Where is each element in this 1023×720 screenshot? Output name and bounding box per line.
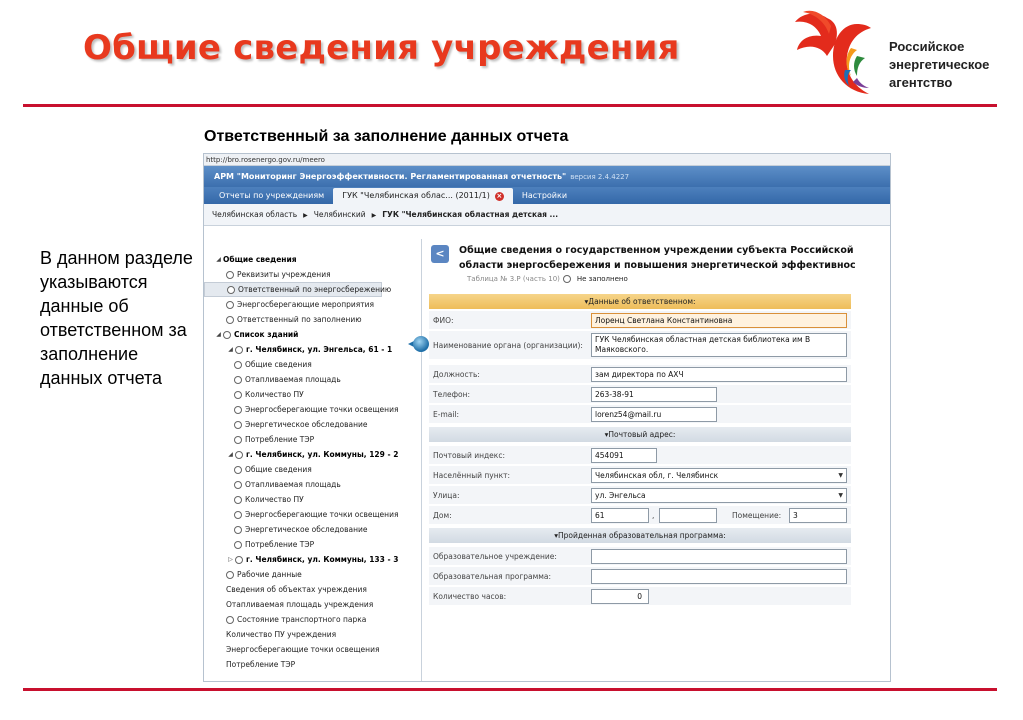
status-radio-icon bbox=[234, 526, 242, 534]
tree-item-label: Общие сведения bbox=[245, 465, 312, 474]
status-radio-icon bbox=[234, 391, 242, 399]
status-text: Не заполнено bbox=[576, 275, 628, 283]
navigation-tree bbox=[204, 239, 422, 681]
tree-item-label: г. Челябинск, ул. Энгельса, 61 - 1 bbox=[246, 345, 393, 354]
expand-arrow-icon[interactable]: ▷ bbox=[228, 556, 233, 563]
hours-field[interactable]: 0 bbox=[591, 589, 649, 604]
tree-item-label: Состояние транспортного парка bbox=[237, 615, 367, 624]
tree-item-label: Энергетическое обследование bbox=[245, 525, 368, 534]
breadcrumb-region[interactable]: Челябинская область bbox=[212, 210, 298, 219]
status-radio-icon bbox=[234, 466, 242, 474]
title-divider bbox=[23, 104, 997, 107]
table-note bbox=[467, 275, 628, 283]
tree-item[interactable] bbox=[204, 642, 421, 657]
label-hours: Количество часов: bbox=[433, 592, 507, 601]
tab-institution[interactable] bbox=[333, 188, 513, 204]
tree-item-label: Сведения об объектах учреждения bbox=[226, 585, 367, 594]
form-title-line2: области энергосбережения и повышения энергетической эффективнос bbox=[459, 260, 856, 271]
city-select-value: Челябинская обл, г. Челябинск bbox=[595, 471, 719, 480]
tree-item-label: Энергетическое обследование bbox=[245, 420, 368, 429]
house-field[interactable]: 61 bbox=[591, 508, 649, 523]
tree-item-label: Отапливаемая площадь bbox=[245, 375, 341, 384]
edu-prog-field[interactable] bbox=[591, 569, 847, 584]
tree-item-label: Энергосберегающие мероприятия bbox=[237, 300, 374, 309]
tree-item-label: Отапливаемая площадь bbox=[245, 480, 341, 489]
label-street: Улица: bbox=[433, 491, 460, 500]
row-position bbox=[429, 365, 851, 384]
form-panel bbox=[427, 239, 890, 681]
row-email bbox=[429, 405, 851, 424]
collapse-arrow-icon[interactable]: ◢ bbox=[216, 331, 221, 338]
tree-item-label: Количество ПУ учреждения bbox=[226, 630, 337, 639]
app-version: версия 2.4.4227 bbox=[570, 173, 630, 181]
tree-item[interactable] bbox=[204, 357, 421, 372]
label-edu-org: Образовательное учреждение: bbox=[433, 552, 557, 561]
pointer-bubble-icon bbox=[408, 333, 430, 355]
breadcrumb bbox=[204, 204, 890, 226]
tree-item-label: Отапливаемая площадь учреждения bbox=[226, 600, 374, 609]
tree-item[interactable] bbox=[204, 372, 421, 387]
label-org: Наименование органа (организации): bbox=[433, 341, 583, 350]
collapse-arrow-icon[interactable]: ◢ bbox=[228, 346, 233, 353]
row-zip bbox=[429, 446, 851, 465]
section-address-label: Почтовый адрес: bbox=[608, 430, 676, 439]
org-field[interactable]: ГУК Челябинская областная детская библиотека им В Маяковского. bbox=[591, 333, 847, 357]
tree-item[interactable] bbox=[204, 462, 421, 477]
status-radio-icon bbox=[234, 376, 242, 384]
phone-field[interactable]: 263-38-91 bbox=[591, 387, 717, 402]
section-responsible[interactable] bbox=[429, 294, 851, 309]
tree-item[interactable] bbox=[204, 417, 421, 432]
tree-item[interactable] bbox=[204, 597, 421, 612]
house-separator: , bbox=[652, 511, 655, 520]
collapse-arrow-icon[interactable]: ◢ bbox=[216, 256, 221, 263]
side-description: В данном разделе указываются данные об ответственном за заполнение данных отчета bbox=[40, 248, 193, 388]
app-window bbox=[203, 153, 891, 682]
tree-item[interactable] bbox=[204, 582, 421, 597]
row-street bbox=[429, 486, 851, 505]
tree-item[interactable] bbox=[204, 447, 421, 462]
tree-item[interactable] bbox=[204, 252, 421, 267]
row-edu-prog bbox=[429, 567, 851, 586]
status-radio-icon bbox=[227, 286, 235, 294]
triangle-down-icon: ▾ bbox=[584, 297, 589, 306]
table-number: Таблица № 3.Р (часть 10) bbox=[467, 275, 560, 283]
label-house: Дом: bbox=[433, 511, 452, 520]
row-org bbox=[429, 331, 851, 360]
label-fio: ФИО: bbox=[433, 316, 454, 325]
bottom-divider bbox=[23, 688, 997, 691]
tree-item-label: Список зданий bbox=[234, 330, 299, 339]
section-program[interactable] bbox=[429, 528, 851, 543]
tree-item-label: г. Челябинск, ул. Коммуны, 129 - 2 bbox=[246, 450, 399, 459]
tree-item-label: Ответственный по заполнению bbox=[237, 315, 362, 324]
tab-settings[interactable]: Настройки bbox=[521, 191, 568, 200]
status-radio-icon bbox=[226, 271, 234, 279]
tree-item-label: Потребление ТЭР bbox=[245, 435, 315, 444]
tree-item[interactable] bbox=[204, 522, 421, 537]
row-fio bbox=[429, 311, 851, 330]
status-radio-icon bbox=[223, 331, 231, 339]
tab-bar bbox=[204, 187, 890, 204]
form-title bbox=[459, 243, 890, 273]
tree-item-label: Энергосберегающие точки освещения bbox=[245, 405, 399, 414]
status-radio-icon bbox=[234, 406, 242, 414]
section-program-label: Пройденная образовательная программа: bbox=[558, 531, 726, 540]
row-edu-org bbox=[429, 547, 851, 566]
label-city: Населённый пункт: bbox=[433, 471, 511, 480]
city-select[interactable] bbox=[591, 468, 847, 483]
tree-item[interactable] bbox=[204, 402, 421, 417]
dropdown-arrow-icon[interactable]: ▼ bbox=[838, 472, 843, 479]
tree-item[interactable] bbox=[204, 612, 421, 627]
chevron-right-icon: ▶ bbox=[371, 212, 377, 219]
tree-item-label: Общие сведения bbox=[245, 360, 312, 369]
tree-item-label: Рабочие данные bbox=[237, 570, 302, 579]
status-radio-icon bbox=[234, 496, 242, 504]
room-field[interactable]: 3 bbox=[789, 508, 847, 523]
section-subtitle: Ответственный за заполнение данных отчета bbox=[204, 128, 569, 145]
tree-item-label: Ответственный по энергосбережению bbox=[238, 285, 392, 294]
tree-item[interactable] bbox=[204, 297, 421, 312]
position-field[interactable]: зам директора по АХЧ bbox=[591, 367, 847, 382]
fio-field[interactable]: Лоренц Светлана Константиновна bbox=[591, 313, 847, 328]
tree-item-label: г. Челябинск, ул. Коммуны, 133 - 3 bbox=[246, 555, 399, 564]
tree-item[interactable] bbox=[204, 267, 421, 282]
row-house bbox=[429, 506, 851, 525]
row-hours bbox=[429, 587, 851, 606]
label-room: Помещение: bbox=[732, 511, 782, 520]
section-address[interactable] bbox=[429, 427, 851, 442]
tree-item-label: Энергосберегающие точки освещения bbox=[226, 645, 380, 654]
label-edu-prog: Образовательная программа: bbox=[433, 572, 552, 581]
tree-item[interactable] bbox=[204, 342, 421, 357]
zip-field[interactable]: 454091 bbox=[591, 448, 657, 463]
back-button[interactable]: < bbox=[431, 245, 449, 263]
status-radio-icon bbox=[234, 511, 242, 519]
tree-item[interactable] bbox=[204, 312, 421, 327]
logo-bird-icon bbox=[787, 4, 883, 100]
tree-item[interactable] bbox=[204, 477, 421, 492]
row-city bbox=[429, 466, 851, 485]
street-select-value: ул. Энгельса bbox=[595, 491, 646, 500]
tree-item[interactable] bbox=[204, 627, 421, 642]
tab-reports[interactable]: Отчеты по учреждениям bbox=[219, 191, 325, 200]
tree-item-label: Потребление ТЭР bbox=[226, 660, 296, 669]
collapse-arrow-icon[interactable]: ◢ bbox=[228, 451, 233, 458]
close-icon[interactable]: × bbox=[496, 191, 503, 200]
edu-org-field[interactable] bbox=[591, 549, 847, 564]
tree-item[interactable] bbox=[204, 537, 421, 552]
app-header bbox=[204, 166, 890, 187]
app-title: АРМ "Мониторинг Энергоэффективности. Регламентированная отчетность" bbox=[214, 172, 567, 181]
status-radio-icon bbox=[234, 436, 242, 444]
status-radio-icon bbox=[235, 346, 243, 354]
tree-item-label: Количество ПУ bbox=[245, 495, 304, 504]
status-radio-icon bbox=[234, 481, 242, 489]
tree-item-label: Реквизиты учреждения bbox=[237, 270, 331, 279]
tree-item-label: Количество ПУ bbox=[245, 390, 304, 399]
breadcrumb-current: ГУК "Челябинская областная детская ... bbox=[382, 210, 559, 219]
status-radio-icon bbox=[226, 316, 234, 324]
tree-item-label: Потребление ТЭР bbox=[245, 540, 315, 549]
dropdown-arrow-icon[interactable]: ▼ bbox=[838, 492, 843, 499]
tree-item[interactable] bbox=[204, 552, 421, 567]
email-field[interactable]: lorenz54@mail.ru bbox=[591, 407, 717, 422]
tree-item[interactable] bbox=[204, 327, 421, 342]
status-radio-icon bbox=[226, 616, 234, 624]
status-radio-icon bbox=[226, 301, 234, 309]
logo-text: Российское энергетическое агентство bbox=[889, 39, 990, 90]
status-radio-icon bbox=[226, 571, 234, 579]
form-title-line1: Общие сведения о государственном учреждении субъекта Российской bbox=[459, 245, 854, 256]
label-phone: Телефон: bbox=[433, 390, 471, 399]
house-building-field[interactable] bbox=[659, 508, 717, 523]
triangle-down-icon: ▾ bbox=[604, 430, 609, 439]
status-radio-icon bbox=[235, 556, 243, 564]
status-radio-icon bbox=[234, 421, 242, 429]
tree-item[interactable] bbox=[204, 492, 421, 507]
tree-item[interactable] bbox=[204, 567, 421, 582]
address-bar[interactable]: http://bro.rosenergo.gov.ru/meero bbox=[204, 154, 890, 166]
section-responsible-label: Данные об ответственном: bbox=[588, 297, 696, 306]
tree-item[interactable] bbox=[204, 432, 421, 447]
status-radio-icon bbox=[234, 361, 242, 369]
tree-item[interactable] bbox=[204, 657, 421, 672]
slide-title: Общие сведения учреждения bbox=[83, 28, 680, 68]
label-position: Должность: bbox=[433, 370, 480, 379]
tree-item[interactable] bbox=[204, 387, 421, 402]
tree-item-label: Общие сведения bbox=[223, 255, 297, 264]
row-phone bbox=[429, 385, 851, 404]
triangle-down-icon: ▾ bbox=[554, 531, 559, 540]
status-radio-icon bbox=[563, 275, 571, 283]
status-radio-icon bbox=[234, 541, 242, 549]
tree-item[interactable] bbox=[204, 507, 421, 522]
breadcrumb-district[interactable]: Челябинский bbox=[313, 210, 366, 219]
tree-item-label: Энергосберегающие точки освещения bbox=[245, 510, 399, 519]
chevron-right-icon: ▶ bbox=[303, 212, 308, 219]
label-email: E-mail: bbox=[433, 410, 460, 419]
street-select[interactable] bbox=[591, 488, 847, 503]
status-radio-icon bbox=[235, 451, 243, 459]
tree-item[interactable] bbox=[204, 282, 392, 297]
tab-institution-label: ГУК "Челябинская облас... (2011/1) bbox=[342, 191, 490, 200]
label-zip: Почтовый индекс: bbox=[433, 451, 505, 460]
